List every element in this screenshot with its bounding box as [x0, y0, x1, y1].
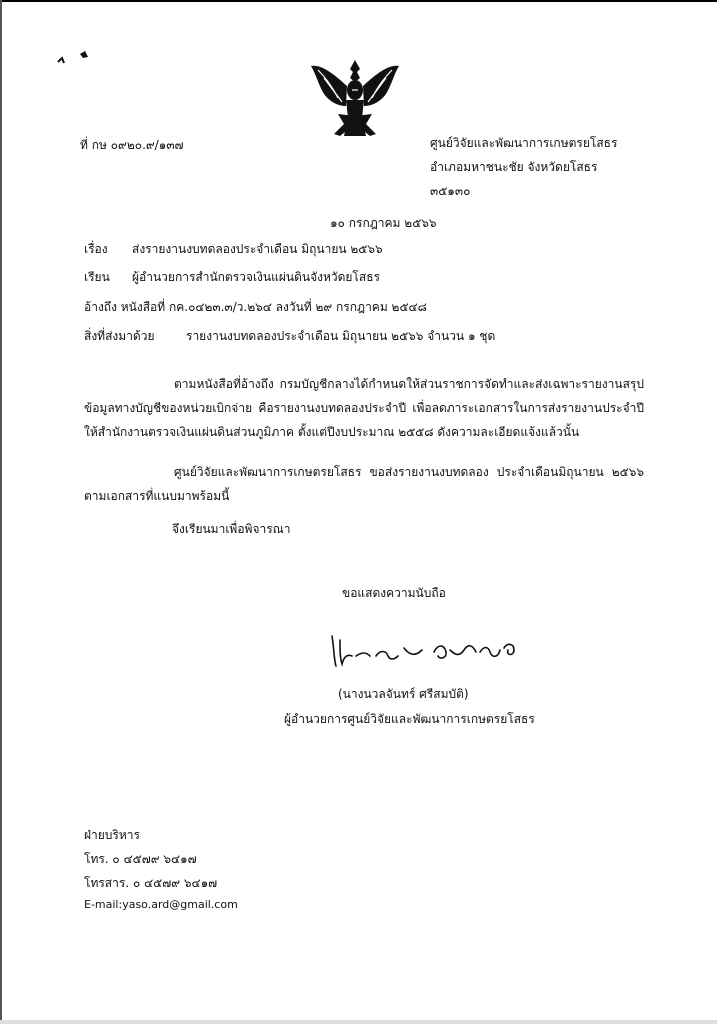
footer-phone: โทร. ๐ ๔๕๗๙ ๖๔๑๗	[84, 852, 197, 866]
subject-text: ส่งรายงานงบทดลองประจำเดือน มิถุนายน ๒๕๖๖	[132, 242, 383, 256]
attachment-label: สิ่งที่ส่งมาด้วย	[84, 329, 155, 343]
footer-department: ฝ่ายบริหาร	[84, 828, 140, 842]
reference-number: ที่ กษ ๐๙๒๐.๙/๑๓๗	[80, 138, 184, 152]
reference-line: อ้างถึง หนังสือที่ กค.๐๔๒๓.๓/ว.๒๖๔ ลงวันที่ ๒๙ กรกฎาคม ๒๕๔๘	[84, 300, 427, 314]
subject-label: เรื่อง	[84, 242, 108, 256]
recipient-text: ผู้อำนวยการสำนักตรวจเงินแผ่นดินจังหวัดยโสธร	[132, 270, 380, 284]
scan-speck-mark	[52, 46, 96, 70]
signer-title: ผู้อำนวยการศูนย์วิจัยและพัฒนาการเกษตรยโสธร	[284, 712, 535, 726]
signer-name: (นางนวลจันทร์ ศรีสมบัติ)	[338, 687, 469, 701]
handwritten-signature-icon	[326, 630, 532, 672]
closing-request: จึงเรียนมาเพื่อพิจารณา	[172, 522, 291, 536]
footer-email: E-mail:yaso.ard@gmail.com	[84, 898, 238, 911]
sender-office-district: อำเภอมหาชนะชัย จังหวัดยโสธร	[430, 160, 598, 174]
recipient-label: เรียน	[84, 270, 110, 284]
scan-bottom-edge	[0, 1020, 717, 1024]
body-paragraph-1-text: ตามหนังสือที่อ้างถึง กรมบัญชีกลางได้กำหนดให้ส่วนราชการจัดทำและส่งเฉพาะรายงานสรุปข้อมูลทางบัญชีของหน่วยเบิกจ่าย คือรายงานงบทดลองประจำปี เพื่อลดภาระเอกสารในการส่งรายงานประจำปีให้สำนักงานตรวจเงินแผ่นดินส่วนภูมิภาค ตั้งแต่ปีงบประมาณ ๒๕๕๘ ดังความละเอียดแจ้งแล้วนั้น	[84, 377, 644, 439]
garuda-emblem-icon	[308, 56, 402, 142]
scan-top-edge	[0, 0, 717, 2]
letter-date: ๑๐ กรกฎาคม ๒๕๖๖	[330, 216, 437, 230]
footer-fax: โทรสาร. ๐ ๔๕๗๙ ๖๔๑๗	[84, 876, 218, 890]
scan-left-edge	[0, 0, 2, 1024]
regards-text: ขอแสดงความนับถือ	[342, 586, 446, 600]
sender-office-name: ศูนย์วิจัยและพัฒนาการเกษตรยโสธร	[430, 136, 618, 150]
body-paragraph-2-text: ศูนย์วิจัยและพัฒนาการเกษตรยโสธร ขอส่งรายงานงบทดลอง ประจำเดือนมิถุนายน ๒๕๖๖ ตามเอกสารที่แนบมาพร้อมนี้	[84, 465, 644, 503]
attachment-text: รายงานงบทดลองประจำเดือน มิถุนายน ๒๕๖๖ จำนวน ๑ ชุด	[186, 329, 496, 343]
body-paragraph-1	[84, 372, 644, 444]
sender-postcode: ๓๕๑๓๐	[430, 184, 471, 198]
body-paragraph-2	[84, 460, 644, 508]
